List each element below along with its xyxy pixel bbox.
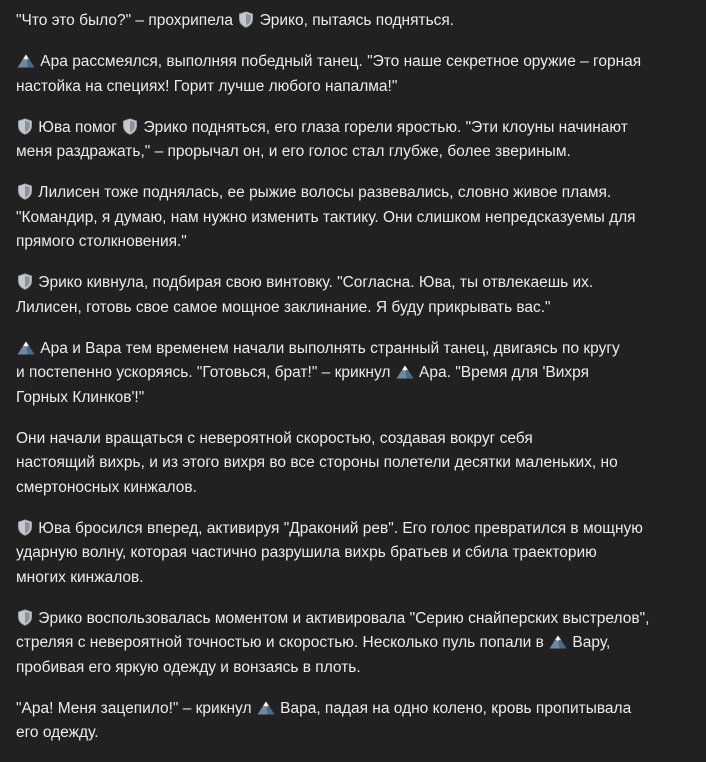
paragraph-text: Ара рассмеялся, выполняя победный танец. "Это наше секретное оружие – горная настойка на специях! Горит лучше любого напалма!" xyxy=(16,53,642,95)
snow-capped-mountain-icon xyxy=(549,634,567,649)
shield-icon xyxy=(17,519,33,536)
paragraph-text: Ара. "Время для 'Вихря Горных Клинков'!" xyxy=(16,364,590,406)
paragraph-text: Вара, падая на одно колено, кровь пропитывала его одежду. xyxy=(16,699,632,741)
shield-icon xyxy=(238,11,254,28)
story-paragraph xyxy=(16,116,700,165)
paragraph-text: Ара и Вара тем временем начали выполнять странный танец, двигаясь по кругу и постепенно ускоряясь. "Готовься, брат!" – крикнул xyxy=(16,339,620,381)
paragraph-text: Эрико воспользовалась моментом и активировала "Серию снайперских выстрелов", стреляя с невероятной точностью и скоростью. Несколько пуль попали в xyxy=(16,609,650,651)
story-paragraph xyxy=(16,271,700,320)
shield-icon xyxy=(17,183,33,200)
paragraph-text: Юва бросился вперед, активируя "Драконий рев". Его голос превратился в мощную ударную волну, которая частично разрушила вихрь братьев и сбила траекторию многих кинжалов. xyxy=(16,519,643,586)
story-paragraph xyxy=(16,697,700,746)
shield-icon xyxy=(122,118,138,135)
paragraph-text: "Ара! Меня зацепило!" – крикнул xyxy=(16,699,256,717)
story-paragraph xyxy=(16,9,700,34)
snow-capped-mountain-icon xyxy=(17,340,35,355)
story-paragraph xyxy=(16,337,700,411)
story-paragraph xyxy=(16,607,700,681)
snow-capped-mountain-icon xyxy=(17,53,35,68)
paragraph-text: Эрико, пытаясь подняться. xyxy=(255,12,455,29)
paragraph-text: Вару, пробивая его яркую одежду и вонзаясь в плоть. xyxy=(16,634,611,676)
shield-icon xyxy=(17,118,33,135)
paragraph-text: Они начали вращаться с невероятной скоростью, создавая вокруг себя настоящий вихрь, и из этого вихря во все стороны полетели десятки маленьких, но смертоносных кинжалов. xyxy=(16,429,618,496)
snow-capped-mountain-icon xyxy=(396,364,414,379)
story-text xyxy=(16,9,700,762)
story-paragraph xyxy=(16,181,700,255)
story-paragraph xyxy=(16,427,700,501)
shield-icon xyxy=(17,609,33,626)
paragraph-text: Эрико кивнула, подбирая свою винтовку. "Согласна. Юва, ты отвлекаешь их. Лилисен, готовь свое самое мощное заклинание. Я буду прикрывать вас." xyxy=(16,274,594,316)
story-paragraph xyxy=(16,50,700,99)
paragraph-text: Лилисен тоже поднялась, ее рыжие волосы развевались, словно живое пламя. "Командир, я думаю, нам нужно изменить тактику. Они слишком непредсказуемы для прямого столкновения." xyxy=(16,184,636,250)
paragraph-text: "Что это было?" – прохрипела xyxy=(16,12,238,29)
shield-icon xyxy=(17,273,33,290)
paragraph-text: Эрико подняться, его глаза горели яростью. "Эти клоуны начинают меня раздражать," – прорычал он, и его голос стал глубже, более звериным. xyxy=(16,118,628,160)
paragraph-text: Юва помог xyxy=(34,118,122,136)
story-paragraph xyxy=(16,517,700,591)
snow-capped-mountain-icon xyxy=(257,700,275,715)
